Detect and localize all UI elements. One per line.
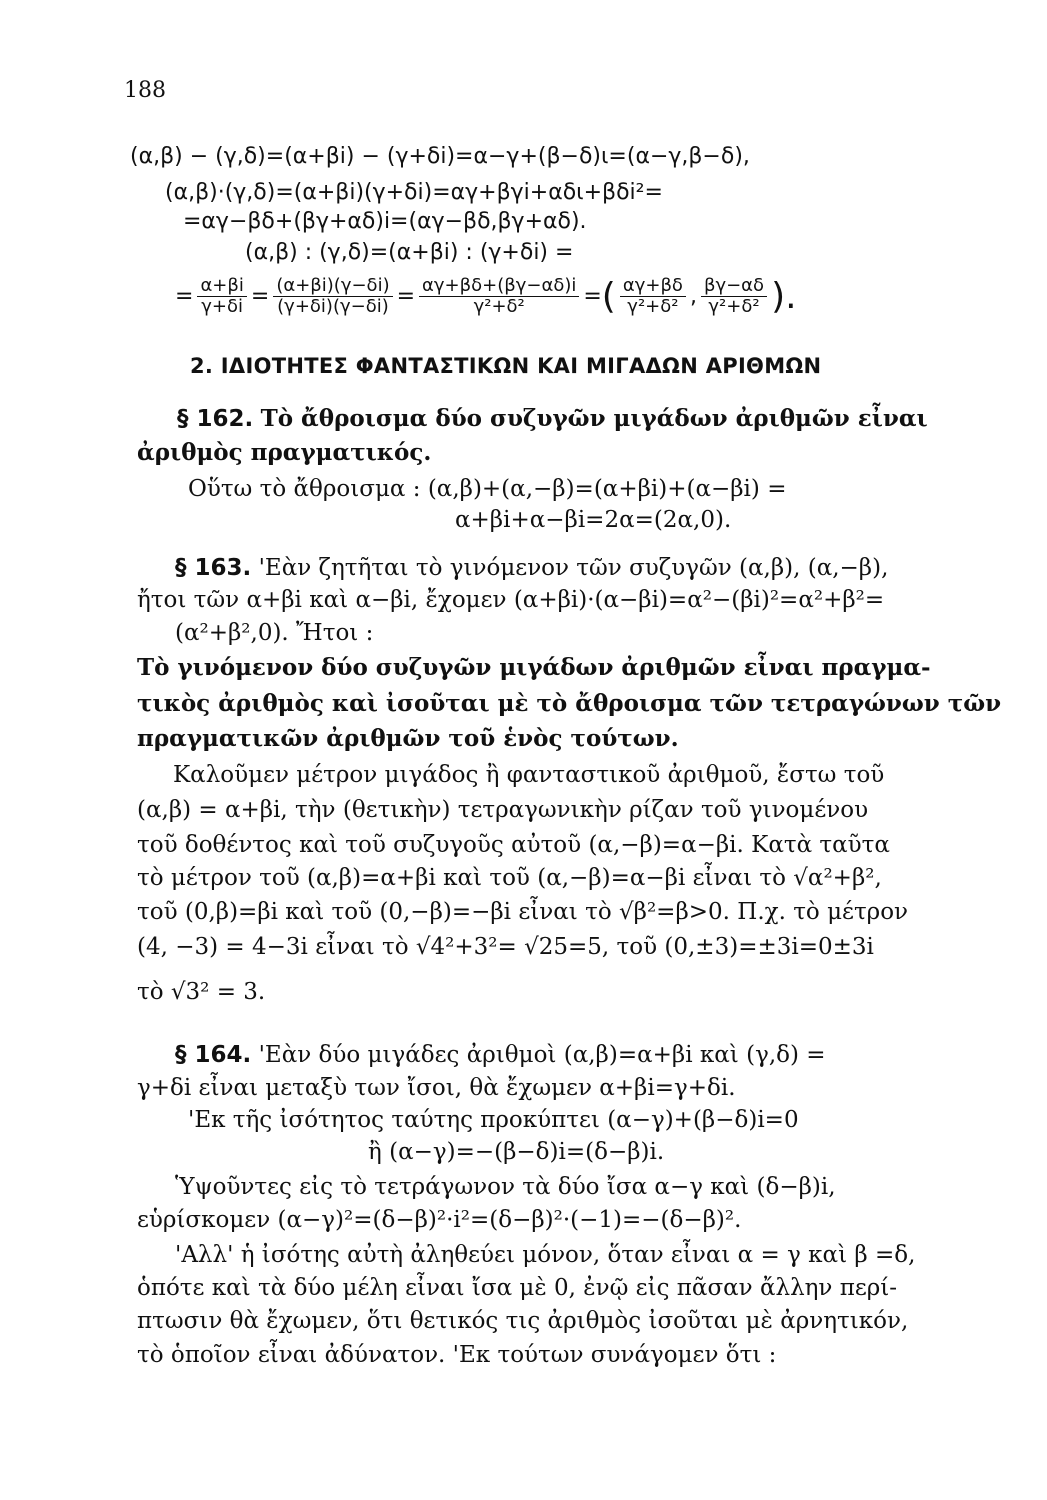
s164-line-4: ἢ (α−γ)=−(β−δ)i=(δ−β)i. [368, 1139, 665, 1165]
fraction-3 [419, 276, 579, 317]
s162-line-2: ἀριθμὸς πραγματικός. [137, 439, 432, 466]
s164-line-5: Ὑψοῦντες εἰς τὸ τετράγωνον τὰ δύο ἴσα α−γ καὶ (δ−β)i, [175, 1174, 836, 1200]
s163-line-2: ἤτοι τῶν α+βi καὶ α−βi, ἔχομεν (α+βi)·(α−βi)=α²−(βi)²=α²+β²= [137, 587, 885, 613]
fraction-4-numerator: αγ+βδ [620, 276, 686, 297]
s163-para-2: (α,β) = α+βi, τὴν (θετικὴν) τετραγωνικὴν ρίζαν τοῦ γινομένου [137, 797, 869, 823]
section-heading: 2. ΙΔΙΟΤΗΤΕΣ ΦΑΝΤΑΣΤΙΚΩΝ ΚΑΙ ΜΙΓΑΔΩΝ ΑΡΙΘΜΩΝ [190, 354, 822, 378]
s164-line-2: γ+δi εἶναι μεταξὺ των ἴσοι, θὰ ἔχωμεν α+βi=γ+δi. [137, 1075, 736, 1101]
s163-bold-3: πραγματικῶν ἀριθμῶν τοῦ ἑνὸς τούτων. [137, 725, 679, 752]
s163-text: 'Εὰν ζητῆται τὸ γινόμενον τῶν συζυγῶν (α,β), (α,−β), [258, 555, 889, 581]
s163-line-1 [175, 553, 888, 583]
comma: , [689, 283, 697, 309]
equals-sign: = [583, 283, 602, 309]
fraction-3-denominator: γ²+δ² [473, 296, 525, 317]
equals-sign: = [250, 283, 270, 309]
fraction-2-denominator: (γ+δi)(γ−δi) [277, 296, 389, 317]
equals-sign: = [396, 283, 416, 309]
equation-subtraction: (α,β) − (γ,δ)=(α+βi) − (γ+δi)=α−γ+(β−δ)ι=(α−γ,β−δ), [130, 144, 750, 169]
s164-text: 'Εὰν δύο μιγάδες ἀριθμοὶ (α,β)=α+βi καὶ (γ,δ) = [258, 1042, 826, 1068]
s163-para-3: τοῦ δοθέντος καὶ τοῦ συζυγοῦς αὐτοῦ (α,−β)=α−βi. Κατὰ ταῦτα [137, 832, 890, 858]
s163-number: § 163. [175, 555, 252, 581]
fraction-4-denominator: γ²+δ² [627, 296, 679, 317]
s164-line-9: πτωσιν θὰ ἔχωμεν, ὅτι θετικός τις ἀριθμὸς ἰσοῦται μὲ ἀρνητικόν, [137, 1308, 909, 1334]
s164-line-6: εὑρίσκομεν (α−γ)²=(δ−β)²·i²=(δ−β)²·(−1)=−(δ−β)². [137, 1207, 742, 1233]
s163-para-1: Καλοῦμεν μέτρον μιγάδος ἢ φανταστικοῦ ἀριθμοῦ, ἔστω τοῦ [173, 762, 885, 788]
fraction-3-numerator: αγ+βδ+(βγ−αδ)i [419, 276, 579, 297]
s163-para-6: (4, −3) = 4−3i εἶναι τὸ √4²+3²= √25=5, τοῦ (0,±3)=±3i=0±3i [137, 934, 874, 960]
s164-number: § 164. [175, 1042, 252, 1068]
s163-para-5: τοῦ (0,β)=βi καὶ τοῦ (0,−β)=−βi εἶναι τὸ √β²=β>0. Π.χ. τὸ μέτρον [137, 899, 909, 925]
s164-line-3: 'Εκ τῆς ἰσότητος ταύτης προκύπτει (α−γ)+(β−δ)i=0 [188, 1107, 799, 1133]
fraction-5-numerator: βγ−αδ [701, 276, 767, 297]
s164-line-10: τὸ ὁποῖον εἶναι ἀδύνατον. 'Εκ τούτων συνάγομεν ὅτι : [137, 1342, 777, 1368]
equation-product-result: =αγ−βδ+(βγ+αδ)i=(αγ−βδ,βγ+αδ). [183, 209, 587, 234]
s164-line-1 [175, 1040, 826, 1070]
s162-number: § 162. [177, 406, 254, 432]
page-number: 188 [124, 78, 166, 103]
s163-line-3: (α²+β²,0). Ἤτοι : [175, 620, 374, 646]
equation-division: (α,β) : (γ,δ)=(α+βi) : (γ+δi) = [245, 240, 574, 265]
s162-line-1 [177, 404, 928, 434]
s163-para-4: τὸ μέτρον τοῦ (α,β)=α+βi καὶ τοῦ (α,−β)=α−βi εἶναι τὸ √α²+β², [137, 865, 882, 891]
fraction-5-denominator: γ²+δ² [708, 296, 760, 317]
fraction-2 [273, 276, 392, 317]
fraction-1 [197, 276, 246, 317]
s163-bold-2: τικὸς ἀριθμὸς καὶ ἰσοῦται μὲ τὸ ἄθροισμα τῶν τετραγώνων τῶν [137, 690, 1002, 717]
fraction-2-numerator: (α+βi)(γ−δi) [273, 276, 392, 297]
fraction-1-numerator: α+βi [197, 276, 246, 297]
fraction-5 [701, 276, 767, 317]
s163-bold-1: Τὸ γινόμενον δύο συζυγῶν μιγάδων ἀριθμῶν εἶναι πραγμα- [137, 654, 931, 681]
s163-para-7: τὸ √3² = 3. [137, 979, 266, 1005]
s162-statement: Τὸ ἄθροισμα δύο συζυγῶν μιγάδων ἀριθμῶν εἶναι [260, 405, 928, 432]
fraction-1-denominator: γ+δi [201, 296, 244, 317]
s164-line-8: ὁπότε καὶ τὰ δύο μέλη εἶναι ἴσα μὲ 0, ἐνῷ εἰς πᾶσαν ἄλλην περί- [137, 1275, 898, 1301]
close-paren: ). [771, 275, 797, 317]
open-paren: ( [601, 275, 616, 317]
equation-division-fractions [175, 276, 797, 317]
s164-line-7: 'Αλλ' ἡ ἰσότης αὐτὴ ἀληθεύει μόνον, ὅταν εἶναι α = γ καὶ β =δ, [175, 1242, 916, 1268]
equals-sign: = [175, 283, 194, 309]
s162-line-4: α+βi+α−βi=2α=(2α,0). [455, 507, 732, 533]
fraction-4 [620, 276, 686, 317]
s162-line-3: Οὕτω τὸ ἄθροισμα : (α,β)+(α,−β)=(α+βi)+(α−βi) = [188, 476, 787, 502]
equation-product: (α,β)·(γ,δ)=(α+βi)(γ+δi)=αγ+βγi+αδι+βδi²= [165, 180, 663, 205]
